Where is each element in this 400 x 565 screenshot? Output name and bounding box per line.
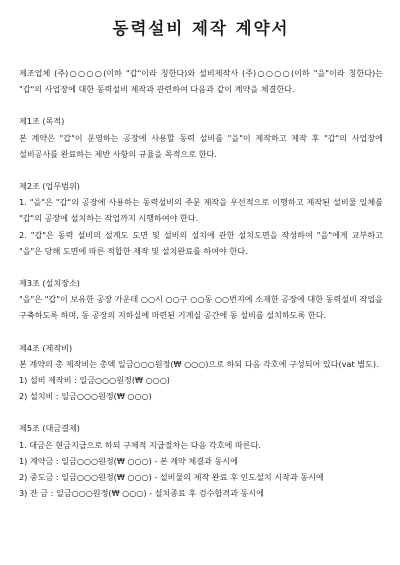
article-clause: 1. "을"은 "갑"의 공장에 사용하는 동력설비의 주문 제작을 우선적으로 이행하고 제작된 설비물 일체를 "갑"의 공장에 설치하는 작업까지 시행하여야 한다. — [19, 197, 383, 224]
article-heading: 제1조 (목적) — [19, 116, 65, 127]
article-item: 3) 잔 금 : 일금○○○원정(₩ ○○○) - 설치종료 후 검수합격과 동시에 — [19, 488, 264, 499]
article-heading: 제3조 (설치장소) — [19, 278, 80, 289]
article-paragraph: "을"은 "갑"이 보유한 공장 가운데 ○○시 ○○구 ○○동 ○○번지에 소재한 공장에 대한 동력설비 작업을 구축하도록 하며, 동 공장의 지하실에 마련된 기계실 공간에 동 설비를 설치하도록 한다. — [19, 294, 383, 321]
article-clause: 1. 대금은 현금지급으로 하되 구체적 지급절차는 다음 각호에 따른다. — [19, 439, 261, 450]
article-2 — [19, 178, 383, 259]
article-1 — [19, 113, 383, 162]
article-item: 1) 설비 제작비 : 일금○○○원정(₩ ○○○) — [19, 375, 170, 386]
article-3 — [19, 275, 383, 324]
article-5 — [19, 420, 383, 501]
article-heading: 제4조 (제작비) — [19, 342, 73, 353]
document-title: 동력설비 제작 계약서 — [112, 19, 290, 38]
article-paragraph: 본 계약은 "갑"이 운영하는 공장에 사용할 동력 설비를 "을"이 제작하고 제작 후 "갑"의 사업장에 설비공사를 완료하는 제반 사항의 규율을 목적으로 한다. — [19, 132, 383, 159]
article-item: 2) 중도금 : 일금○○○원정(₩ ○○○) - 설비물의 제작 완료 후 인도설치 시작과 동시에 — [19, 472, 324, 483]
article-item: 2) 설치비 : 일금○○○원정(₩ ○○○) — [19, 391, 152, 402]
article-heading: 제2조 (업무범위) — [19, 181, 80, 192]
article-item: 1) 계약금 : 일금○○○원정(₩ ○○○) - 본 계약 체결과 동시에 — [19, 455, 238, 466]
article-heading: 제5조 (대금결제) — [19, 423, 80, 434]
article-clause: 2. "갑"은 동력 설비의 설계도 도면 및 설비의 설치에 관한 설치도면을 작성하여 "을"에게 교부하고 "을"은 당해 도면에 따른 적합한 제작 및 설치완료를 하여야 한다. — [19, 229, 383, 256]
intro-paragraph: 제조업체 (주)○○○○(이하 "갑"이라 칭한다)와 설비제작사 (주)○○○○(이하 "을"이라 칭한다)는 "갑"의 사업장에 대한 동력설비 제작과 관련하여 다음과 같이 계약을 체결한다. — [19, 68, 383, 95]
article-paragraph: 본 계약의 총 제작비는 총액 일금○○○원정(₩ ○○○)으로 하되 다음 각호에 구성되어 있다(vat 별도). — [19, 358, 379, 369]
article-4 — [19, 340, 383, 405]
